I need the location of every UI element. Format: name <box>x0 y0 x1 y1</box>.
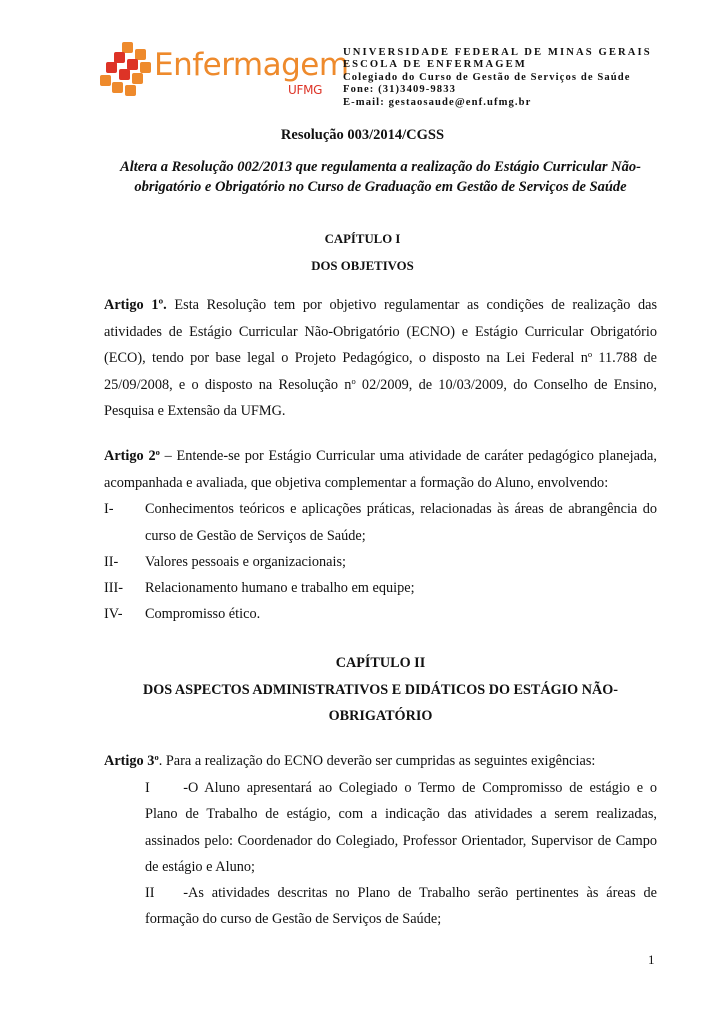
item-text: Valores pessoais e organizacionais; <box>145 554 347 570</box>
email: E-mail: gestaosaude@enf.ufmg.br <box>343 96 532 108</box>
artigo-1-line: (ECO), tendo por base legal o Projeto Pedagógico, o disposto na Lei Federal n <box>104 350 588 366</box>
artigo-2-item <box>104 601 657 628</box>
school-name: ESCOLA DE ENFERMAGEM <box>343 59 527 71</box>
item-number: II - <box>145 885 188 901</box>
item-text: Relacionamento humano e trabalho em equipe; <box>145 580 415 596</box>
artigo-3-intro: . Para a realização do ECNO deverão ser cumpridas as seguintes exigências: <box>158 753 596 769</box>
item-number: II- <box>104 554 119 570</box>
university-name: UNIVERSIDADE FEDERAL DE MINAS GERAIS <box>343 47 652 58</box>
artigo-2-item <box>104 549 657 576</box>
item-text: O Aluno apresentará ao Colegiado o Termo de Compromisso de estágio e o <box>188 780 657 796</box>
ordinal-sup: o <box>587 349 593 359</box>
resolution-title: Resolução 003/2014/CGSS <box>280 127 445 143</box>
enfermagem-ufmg-logo <box>100 40 350 100</box>
chapter-1-label: CAPÍTULO I <box>324 232 401 246</box>
item-text: Compromisso ético. <box>145 606 261 622</box>
artigo-3-item-continuation: formação do curso de Gestão de Serviços de Saúde; <box>145 911 442 927</box>
institution-info <box>343 47 652 109</box>
letterhead <box>0 0 725 120</box>
collegiate-name: Colegiado do Curso de Gestão de Serviços de Saúde <box>343 71 631 83</box>
artigo-1-line: 25/09/2008, e o disposto na Resolução n <box>104 376 352 393</box>
artigo-3 <box>104 748 657 775</box>
item-text: Conhecimentos teóricos e aplicações práticas, relacionadas às áreas de abrangência do curso de Gestão de Serviços de Saúde; <box>145 501 657 544</box>
artigo-1-label: Artigo 1º. <box>104 297 167 313</box>
ordinal-sup: o <box>155 447 160 457</box>
artigo-3-label-text: Artigo 3 <box>104 753 155 769</box>
logo-wordmark: Enfermagem <box>154 47 349 83</box>
artigo-3-item-continuation: Plano de Trabalho de estágio, com a indicação das atividades a serem realizadas, assinados pelo: Coordenador do Colegiado, Professor Orientador, Supervisor de Campo de estágio e Aluno; <box>145 806 657 875</box>
cross-mosaic-logo-icon <box>100 40 152 98</box>
artigo-2-label <box>104 448 160 464</box>
item-number: IV- <box>104 606 123 622</box>
artigo-2-item <box>104 496 657 549</box>
page-number: 1 <box>648 952 655 967</box>
item-text: As atividades descritas no Plano de Trabalho serão pertinentes às áreas de <box>188 885 657 901</box>
phone: Fone: (31)3409-9833 <box>343 84 456 96</box>
chapter-2-label: CAPÍTULO II <box>335 655 426 671</box>
artigo-1-line: 11.788 de <box>592 350 657 366</box>
artigo-2-label-text: Artigo 2 <box>104 448 156 464</box>
item-number: I - <box>145 780 188 796</box>
artigo-3-item <box>145 880 657 907</box>
resolution-subtitle: Altera a Resolução 002/2013 que regulamenta a realização do Estágio Curricular Não-obrigatório e Obrigatório no Curso de Graduação em Gestão de Serviços de Saúde <box>120 159 641 195</box>
logo-tile <box>132 73 143 84</box>
chapter-1-heading: DOS OBJETIVOS <box>311 259 414 273</box>
logo-tile <box>125 85 136 96</box>
logo-tile <box>112 82 123 93</box>
artigo-1-line: atividades de Estágio Curricular Não-Obrigatório (ECNO) e Estágio Curricular Obrigatório <box>104 323 657 340</box>
ordinal-sup: o <box>351 375 356 386</box>
logo-subtext: UFMG <box>288 83 323 97</box>
artigo-2 <box>104 443 657 496</box>
artigo-1-line: Esta Resolução tem por objetivo regulamentar as condições de realização das <box>174 297 658 313</box>
artigo-1-line: 02/2009, de 10/03/2009, do Conselho de Ensino, <box>355 376 658 393</box>
artigo-1 <box>104 292 657 425</box>
ordinal-sup: o <box>154 752 159 762</box>
logo-tile <box>140 62 151 73</box>
item-number: I- <box>104 501 114 517</box>
chapter-2-heading: DOS ASPECTOS ADMINISTRATIVOS E DIDÁTICOS DO ESTÁGIO NÃO-OBRIGATÓRIO <box>143 682 618 724</box>
item-number: III- <box>104 580 124 596</box>
logo-tile <box>100 75 111 86</box>
artigo-2-intro: – Entende-se por Estágio Curricular uma atividade de caráter pedagógico planejada, acompanhada e avaliada, que objetiva complementar a formação do Aluno, envolvendo: <box>104 448 657 491</box>
artigo-3-label <box>104 753 159 769</box>
artigo-3-item <box>145 775 657 802</box>
logo-tile <box>119 69 130 80</box>
logo-tile <box>106 62 117 73</box>
artigo-2-item <box>104 575 657 602</box>
artigo-1-line: Pesquisa e Extensão da UFMG. <box>104 403 286 419</box>
